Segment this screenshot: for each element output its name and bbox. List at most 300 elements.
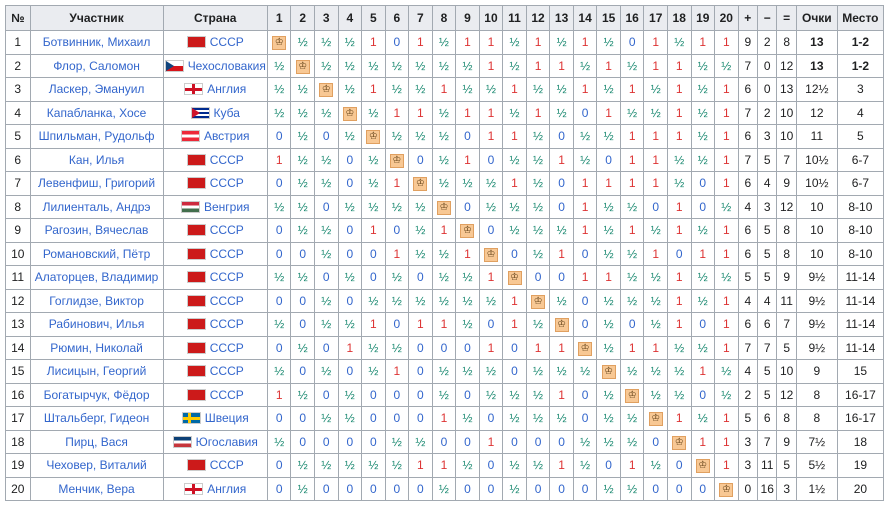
result-cell: 0 <box>409 266 433 290</box>
draws-cell: 3 <box>777 477 796 501</box>
player-name-link[interactable]: Флор, Саломон <box>30 54 163 78</box>
country-link[interactable]: СССР <box>209 35 244 50</box>
flag-icon <box>181 201 200 213</box>
result-cell: ½ <box>267 360 291 384</box>
result-cell: ½ <box>503 101 527 125</box>
draws-cell: 10 <box>777 125 796 149</box>
country-link[interactable]: СССР <box>209 340 244 355</box>
table-row <box>6 54 884 78</box>
country-link[interactable]: СССР <box>209 246 244 261</box>
wins-cell: 4 <box>738 289 757 313</box>
result-cell: 1 <box>479 54 503 78</box>
country-link[interactable]: Чехословакия <box>187 58 266 73</box>
country-cell <box>163 336 267 360</box>
wins-cell: 7 <box>738 336 757 360</box>
row-number: 9 <box>6 219 31 243</box>
result-cell: 0 <box>291 242 315 266</box>
result-cell: 0 <box>432 430 456 454</box>
result-cell: ½ <box>573 54 597 78</box>
points-cell: 8 <box>796 407 837 431</box>
result-cell: 0 <box>550 195 574 219</box>
losses-cell: 4 <box>758 289 777 313</box>
result-cell: ½ <box>526 313 550 337</box>
place-cell: 6-7 <box>837 172 883 196</box>
result-cell: 1 <box>479 266 503 290</box>
result-cell: 0 <box>479 219 503 243</box>
result-cell: 1 <box>715 430 739 454</box>
country-link[interactable]: СССР <box>209 387 244 402</box>
result-cell: 0 <box>267 454 291 478</box>
result-cell: ½ <box>526 219 550 243</box>
result-cell: ½ <box>291 172 315 196</box>
chess-king-icon: ♔ <box>366 130 380 144</box>
result-cell: 0 <box>691 383 715 407</box>
table-row <box>6 407 884 431</box>
result-cell: 0 <box>691 477 715 501</box>
result-cell: ½ <box>526 78 550 102</box>
result-cell: 1 <box>644 125 668 149</box>
player-name-link[interactable]: Рабинович, Илья <box>30 313 163 337</box>
draws-cell: 10 <box>777 101 796 125</box>
result-cell: ½ <box>597 125 621 149</box>
result-cell: ½ <box>315 407 339 431</box>
place-cell: 3 <box>837 78 883 102</box>
country-cell <box>163 31 267 55</box>
result-cell: 0 <box>456 195 480 219</box>
result-cell: ½ <box>432 266 456 290</box>
country-link[interactable]: Англия <box>207 481 247 496</box>
player-name-link[interactable]: Менчик, Вера <box>30 477 163 501</box>
result-cell: 1 <box>597 172 621 196</box>
result-cell: 1 <box>456 242 480 266</box>
tournament-crosstable <box>5 5 884 501</box>
player-name-link[interactable]: Шпильман, Рудольф <box>30 125 163 149</box>
place-cell: 11-14 <box>837 266 883 290</box>
result-cell: 1 <box>667 407 691 431</box>
player-name-link[interactable]: Ласкер, Эмануил <box>30 78 163 102</box>
result-cell: 0 <box>503 242 527 266</box>
result-cell: 0 <box>691 313 715 337</box>
result-cell: 1 <box>526 31 550 55</box>
points-cell: 7½ <box>796 430 837 454</box>
result-cell: 1 <box>573 195 597 219</box>
result-cell: 0 <box>362 383 386 407</box>
result-cell: ½ <box>456 266 480 290</box>
col-header-player[interactable]: Участник <box>30 6 163 31</box>
result-cell: 0 <box>573 313 597 337</box>
result-cell: 0 <box>573 101 597 125</box>
result-cell: 0 <box>409 360 433 384</box>
country-cell <box>163 195 267 219</box>
chess-king-icon: ♔ <box>625 389 639 403</box>
table-row <box>6 195 884 219</box>
points-cell: 9½ <box>796 336 837 360</box>
result-cell: ½ <box>526 383 550 407</box>
player-name-link[interactable]: Лилиенталь, Андрэ <box>30 195 163 219</box>
draws-cell: 11 <box>777 289 796 313</box>
col-header-place[interactable]: Место <box>837 6 883 31</box>
country-cell <box>163 172 267 196</box>
country-link[interactable]: Югославия <box>195 434 258 449</box>
country-cell <box>163 101 267 125</box>
result-cell: ½ <box>315 454 339 478</box>
col-header-round-20: 20 <box>715 6 739 31</box>
result-cell: 0 <box>573 289 597 313</box>
result-cell: 1 <box>644 148 668 172</box>
result-cell: ½ <box>315 172 339 196</box>
col-header-round-19: 19 <box>691 6 715 31</box>
col-header-round-9: 9 <box>456 6 480 31</box>
result-cell: 1 <box>715 148 739 172</box>
losses-cell: 5 <box>758 266 777 290</box>
losses-cell: 7 <box>758 336 777 360</box>
result-cell: ½ <box>385 195 409 219</box>
points-cell: 9½ <box>796 266 837 290</box>
country-cell <box>163 477 267 501</box>
result-cell: 0 <box>456 125 480 149</box>
result-cell: 1 <box>479 430 503 454</box>
country-link[interactable]: Англия <box>207 82 247 97</box>
result-cell: 1 <box>409 31 433 55</box>
row-number: 1 <box>6 31 31 55</box>
country-link[interactable]: СССР <box>209 152 244 167</box>
self-cell <box>597 360 621 384</box>
result-cell: ½ <box>385 289 409 313</box>
result-cell: ½ <box>550 289 574 313</box>
result-cell: 0 <box>409 383 433 407</box>
result-cell: ½ <box>620 430 644 454</box>
result-cell: ½ <box>620 407 644 431</box>
col-header-draws[interactable]: = <box>777 6 796 31</box>
result-cell: 0 <box>432 336 456 360</box>
country-link[interactable]: Австрия <box>203 129 250 144</box>
result-cell: ½ <box>338 383 362 407</box>
result-cell: 1 <box>456 101 480 125</box>
draws-cell: 5 <box>777 454 796 478</box>
result-cell: ½ <box>691 219 715 243</box>
result-cell: ½ <box>644 101 668 125</box>
player-name-link[interactable]: Рюмин, Николай <box>30 336 163 360</box>
result-cell: 0 <box>291 430 315 454</box>
result-cell: 0 <box>479 148 503 172</box>
place-cell: 18 <box>837 430 883 454</box>
result-cell: ½ <box>456 54 480 78</box>
country-link[interactable]: Швеция <box>204 411 249 426</box>
result-cell: 0 <box>691 172 715 196</box>
result-cell: 1 <box>432 313 456 337</box>
result-cell: ½ <box>691 148 715 172</box>
self-cell <box>503 266 527 290</box>
result-cell: 1 <box>667 54 691 78</box>
result-cell: 1 <box>432 407 456 431</box>
player-name-link[interactable]: Штальберг, Гидеон <box>30 407 163 431</box>
result-cell: 0 <box>479 477 503 501</box>
chess-king-icon: ♔ <box>672 436 686 450</box>
chess-king-icon: ♔ <box>437 201 451 215</box>
result-cell: ½ <box>362 148 386 172</box>
result-cell: ½ <box>620 242 644 266</box>
result-cell: 1 <box>715 101 739 125</box>
result-cell: ½ <box>432 101 456 125</box>
player-name-link[interactable]: Кан, Илья <box>30 148 163 172</box>
result-cell: ½ <box>644 383 668 407</box>
points-cell: 1½ <box>796 477 837 501</box>
result-cell: ½ <box>432 172 456 196</box>
result-cell: 0 <box>385 407 409 431</box>
self-cell <box>691 454 715 478</box>
result-cell: 0 <box>338 477 362 501</box>
result-cell: 0 <box>456 383 480 407</box>
wins-cell: 6 <box>738 242 757 266</box>
result-cell: ½ <box>503 31 527 55</box>
chess-king-icon: ♔ <box>696 459 710 473</box>
result-cell: 1 <box>362 31 386 55</box>
result-cell: ½ <box>291 336 315 360</box>
result-cell: ½ <box>291 266 315 290</box>
result-cell: ½ <box>526 242 550 266</box>
country-cell <box>163 242 267 266</box>
chess-king-icon: ♔ <box>578 342 592 356</box>
result-cell: ½ <box>479 195 503 219</box>
result-cell: ½ <box>267 195 291 219</box>
result-cell: 0 <box>267 242 291 266</box>
result-cell: ½ <box>597 195 621 219</box>
place-cell: 15 <box>837 360 883 384</box>
player-name-link[interactable]: Чеховер, Виталий <box>30 454 163 478</box>
result-cell: 0 <box>691 195 715 219</box>
col-header-round-6: 6 <box>385 6 409 31</box>
result-cell: 0 <box>573 383 597 407</box>
result-cell: 1 <box>667 101 691 125</box>
player-name-link[interactable]: Лисицын, Георгий <box>30 360 163 384</box>
result-cell: 0 <box>362 430 386 454</box>
result-cell: ½ <box>291 31 315 55</box>
result-cell: 1 <box>644 172 668 196</box>
col-header-country[interactable]: Страна <box>163 6 267 31</box>
result-cell: ½ <box>315 101 339 125</box>
country-link[interactable]: СССР <box>209 176 244 191</box>
place-cell: 4 <box>837 101 883 125</box>
result-cell: ½ <box>597 477 621 501</box>
draws-cell: 9 <box>777 172 796 196</box>
result-cell: 1 <box>691 430 715 454</box>
player-name-link[interactable]: Пирц, Вася <box>30 430 163 454</box>
result-cell: ½ <box>338 125 362 149</box>
points-cell: 10 <box>796 242 837 266</box>
points-cell: 9½ <box>796 313 837 337</box>
result-cell: ½ <box>620 195 644 219</box>
self-cell <box>550 313 574 337</box>
result-cell: ½ <box>267 313 291 337</box>
result-cell: 0 <box>315 430 339 454</box>
wins-cell: 9 <box>738 31 757 55</box>
result-cell: 1 <box>644 336 668 360</box>
self-cell <box>620 383 644 407</box>
result-cell: 1 <box>715 336 739 360</box>
country-link[interactable]: СССР <box>209 458 244 473</box>
result-cell: 0 <box>291 313 315 337</box>
losses-cell: 0 <box>758 78 777 102</box>
result-cell: ½ <box>620 289 644 313</box>
result-cell: ½ <box>597 407 621 431</box>
result-cell: 1 <box>573 266 597 290</box>
result-cell: 0 <box>644 477 668 501</box>
country-cell <box>163 430 267 454</box>
result-cell: ½ <box>409 78 433 102</box>
losses-cell: 0 <box>758 54 777 78</box>
result-cell: 1 <box>385 360 409 384</box>
row-number: 15 <box>6 360 31 384</box>
result-cell: ½ <box>338 78 362 102</box>
result-cell: 1 <box>503 172 527 196</box>
country-link[interactable]: Венгрия <box>203 199 250 214</box>
result-cell: 0 <box>573 407 597 431</box>
draws-cell: 10 <box>777 360 796 384</box>
draws-cell: 7 <box>777 148 796 172</box>
losses-cell: 5 <box>758 383 777 407</box>
player-name-link[interactable]: Левенфиш, Григорий <box>30 172 163 196</box>
result-cell: 1 <box>362 78 386 102</box>
result-cell: 1 <box>715 289 739 313</box>
result-cell: 0 <box>573 242 597 266</box>
player-name-link[interactable]: Алаторцев, Владимир <box>30 266 163 290</box>
result-cell: ½ <box>456 78 480 102</box>
col-header-points[interactable]: Очки <box>796 6 837 31</box>
chess-king-icon: ♔ <box>531 295 545 309</box>
result-cell: ½ <box>573 125 597 149</box>
result-cell: ½ <box>385 430 409 454</box>
result-cell: 0 <box>667 454 691 478</box>
result-cell: ½ <box>338 454 362 478</box>
result-cell: ½ <box>338 31 362 55</box>
result-cell: 0 <box>667 242 691 266</box>
result-cell: ½ <box>409 125 433 149</box>
result-cell: 0 <box>503 336 527 360</box>
flag-icon <box>181 130 200 142</box>
result-cell: ½ <box>526 125 550 149</box>
place-cell: 11-14 <box>837 289 883 313</box>
result-cell: 1 <box>597 266 621 290</box>
chess-king-icon: ♔ <box>296 60 310 74</box>
result-cell: 0 <box>362 477 386 501</box>
place-cell: 8-10 <box>837 195 883 219</box>
result-cell: ½ <box>409 430 433 454</box>
points-cell: 8 <box>796 383 837 407</box>
draws-cell: 12 <box>777 195 796 219</box>
result-cell: 1 <box>456 31 480 55</box>
result-cell: ½ <box>597 336 621 360</box>
chess-king-icon: ♔ <box>390 154 404 168</box>
flag-icon <box>187 248 206 260</box>
result-cell: ½ <box>267 266 291 290</box>
result-cell: 0 <box>409 336 433 360</box>
result-cell: 0 <box>620 313 644 337</box>
result-cell: ½ <box>597 31 621 55</box>
result-cell: ½ <box>620 477 644 501</box>
result-cell: 0 <box>267 407 291 431</box>
col-header-wins[interactable]: + <box>738 6 757 31</box>
result-cell: 0 <box>338 430 362 454</box>
result-cell: ½ <box>550 101 574 125</box>
player-name-link[interactable]: Богатырчук, Фёдор <box>30 383 163 407</box>
self-cell <box>573 336 597 360</box>
result-cell: ½ <box>385 336 409 360</box>
result-cell: ½ <box>338 407 362 431</box>
result-cell: 0 <box>526 430 550 454</box>
result-cell: ½ <box>385 125 409 149</box>
country-link[interactable]: СССР <box>209 293 244 308</box>
result-cell: ½ <box>691 101 715 125</box>
country-link[interactable]: СССР <box>209 364 244 379</box>
result-cell: 1 <box>409 313 433 337</box>
result-cell: 0 <box>573 477 597 501</box>
draws-cell: 9 <box>777 266 796 290</box>
draws-cell: 12 <box>777 383 796 407</box>
wins-cell: 0 <box>738 477 757 501</box>
player-name-link[interactable]: Гоглидзе, Виктор <box>30 289 163 313</box>
player-name-link[interactable]: Романовский, Пётр <box>30 242 163 266</box>
country-link[interactable]: Куба <box>213 105 240 120</box>
result-cell: 1 <box>409 454 433 478</box>
country-link[interactable]: СССР <box>209 223 244 238</box>
player-name-link[interactable]: Рагозин, Вячеслав <box>30 219 163 243</box>
result-cell: 0 <box>667 477 691 501</box>
result-cell: ½ <box>409 195 433 219</box>
result-cell: 1 <box>667 266 691 290</box>
chess-king-icon: ♔ <box>272 36 286 50</box>
chess-king-icon: ♔ <box>319 83 333 97</box>
result-cell: 1 <box>385 172 409 196</box>
result-cell: ½ <box>667 31 691 55</box>
flag-icon <box>187 342 206 354</box>
country-link[interactable]: СССР <box>209 317 244 332</box>
result-cell: ½ <box>667 172 691 196</box>
result-cell: ½ <box>597 78 621 102</box>
place-cell: 5 <box>837 125 883 149</box>
result-cell: 0 <box>267 289 291 313</box>
result-cell: 0 <box>479 313 503 337</box>
col-header-losses[interactable]: − <box>758 6 777 31</box>
result-cell: ½ <box>503 477 527 501</box>
result-cell: ½ <box>550 219 574 243</box>
result-cell: 1 <box>667 289 691 313</box>
player-name-link[interactable]: Ботвинник, Михаил <box>30 31 163 55</box>
country-cell <box>163 125 267 149</box>
place-cell: 11-14 <box>837 313 883 337</box>
result-cell: ½ <box>362 336 386 360</box>
wins-cell: 3 <box>738 430 757 454</box>
country-cell <box>163 383 267 407</box>
result-cell: ½ <box>315 360 339 384</box>
result-cell: 1 <box>267 383 291 407</box>
table-row <box>6 336 884 360</box>
player-name-link[interactable]: Капабланка, Хосе <box>30 101 163 125</box>
result-cell: 0 <box>526 266 550 290</box>
result-cell: ½ <box>667 360 691 384</box>
flag-icon <box>184 483 203 495</box>
points-cell: 13 <box>796 31 837 55</box>
result-cell: 0 <box>267 219 291 243</box>
result-cell: ½ <box>315 31 339 55</box>
result-cell: 0 <box>456 336 480 360</box>
row-number: 6 <box>6 148 31 172</box>
country-link[interactable]: СССР <box>209 270 244 285</box>
wins-cell: 7 <box>738 101 757 125</box>
result-cell: 1 <box>620 125 644 149</box>
result-cell: ½ <box>291 148 315 172</box>
table-row <box>6 242 884 266</box>
result-cell: 1 <box>715 125 739 149</box>
